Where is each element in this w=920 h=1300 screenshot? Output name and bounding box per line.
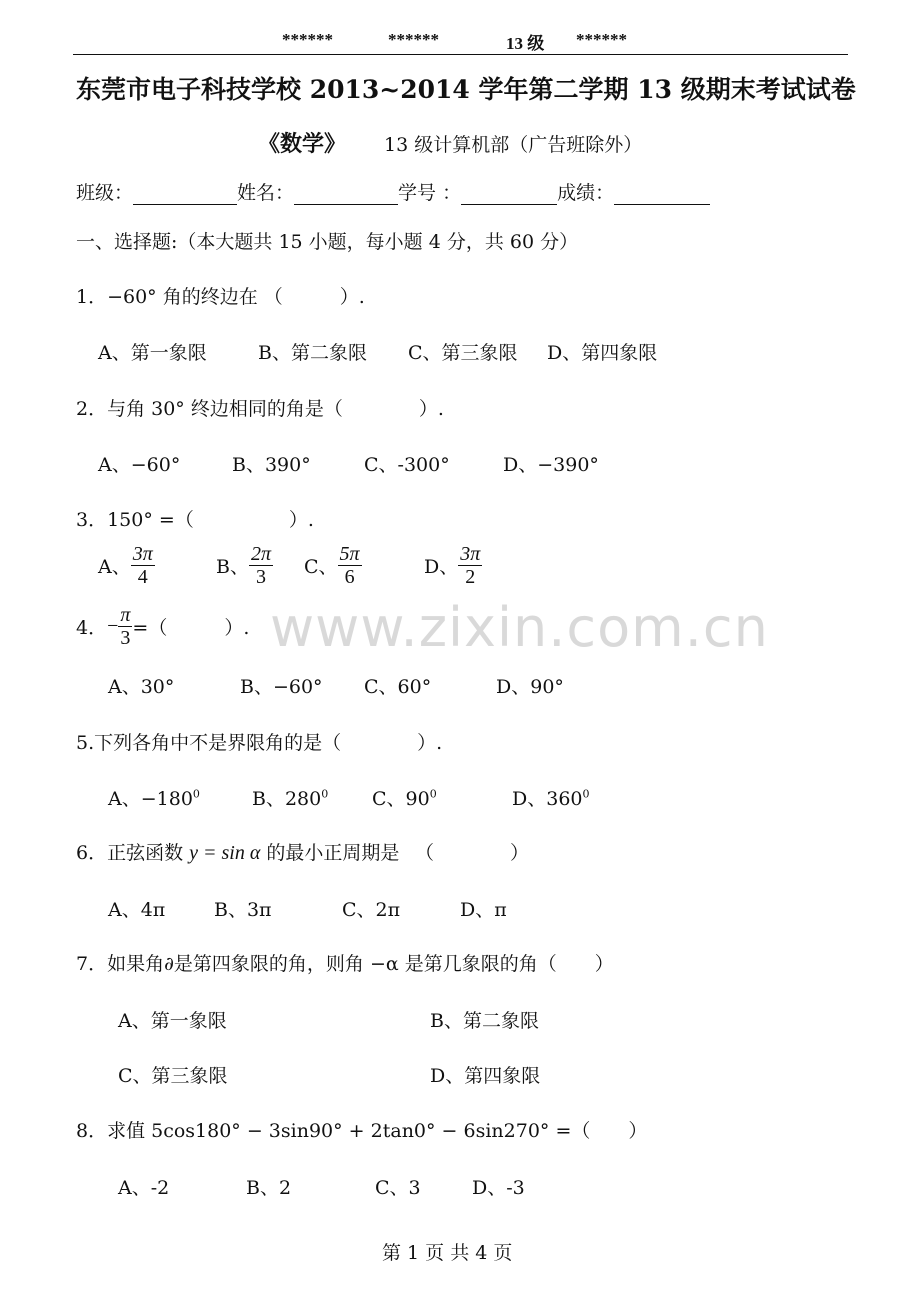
q2-option-a[interactable]: A、−60°: [98, 454, 181, 476]
degree-sup: 0: [429, 787, 437, 801]
fraction-numerator: 3π: [132, 543, 153, 565]
q4-text: =（ ）.: [132, 617, 250, 639]
header-grade: 13 级: [506, 34, 545, 53]
q6-option-a[interactable]: A、4π: [108, 899, 166, 921]
q5-option-c-label: C、90: [372, 788, 430, 810]
exam-title: 东莞市电子科技学校 2013~2014 学年第二学期 13 级期末考试试卷: [76, 75, 856, 104]
question-8: 8．求值 5cos180° − 3sin90° + 2tan0° − 6sin270° =（ ）: [76, 1120, 648, 1142]
q6-formula: y = sin α: [189, 842, 261, 864]
q5-option-c[interactable]: [372, 784, 437, 811]
question-7: 7．如果角∂是第四象限的角，则角 −α 是第几象限的角（ ）: [76, 953, 614, 975]
degree-sup: 0: [321, 787, 329, 801]
q3-option-a[interactable]: [98, 543, 155, 588]
q4-fraction: [118, 604, 132, 649]
department-label: 13 级计算机部（广告班除外）: [384, 134, 643, 156]
fraction-numerator: 2π: [250, 543, 271, 565]
q2-option-d[interactable]: D、−390°: [503, 454, 599, 476]
q5-option-b-label: B、280: [252, 788, 322, 810]
q1-option-c[interactable]: C、第三象限: [408, 342, 518, 364]
q3-option-d[interactable]: [424, 543, 482, 588]
id-blank[interactable]: [461, 184, 557, 205]
q3-option-b-fraction: [249, 543, 273, 588]
q1-option-b[interactable]: B、第二象限: [258, 342, 367, 364]
q3-option-c[interactable]: [304, 543, 362, 588]
q7-option-d[interactable]: D、第四象限: [430, 1065, 541, 1087]
score-label: 成绩：: [557, 182, 615, 204]
q3-option-c-fraction: [338, 543, 362, 588]
class-blank[interactable]: [133, 184, 237, 205]
header-stars-2: ******: [388, 30, 439, 49]
q3-option-b[interactable]: [216, 543, 273, 588]
q2-option-c[interactable]: C、-300°: [364, 454, 450, 476]
q5-option-b[interactable]: [252, 784, 328, 811]
question-2: 2．与角 30° 终边相同的角是（ ）.: [76, 398, 444, 420]
q4-option-d[interactable]: D、90°: [496, 676, 564, 698]
question-3: 3．150° =（ ）.: [76, 509, 314, 531]
q8-option-a[interactable]: A、-2: [118, 1177, 170, 1199]
header-stars-3: ******: [576, 30, 627, 49]
q3-option-a-label: A、: [98, 556, 131, 578]
q8-option-b[interactable]: B、2: [246, 1177, 292, 1199]
q6-option-b[interactable]: B、3π: [214, 899, 272, 921]
q2-option-b[interactable]: B、390°: [232, 454, 311, 476]
score-blank[interactable]: [614, 184, 710, 205]
q4-option-b[interactable]: B、−60°: [240, 676, 323, 698]
question-4: 4．− $\frac{\pi}{3}$ =（ ）.: [76, 604, 250, 649]
q6-text-b: 的最小正周期是 （ ）: [260, 842, 529, 864]
q8-option-d[interactable]: D、-3: [472, 1177, 525, 1199]
page-footer: 第 1 页 共 4 页: [382, 1242, 513, 1264]
section-heading: 一、选择题:（本大题共 15 小题，每小题 4 分，共 60 分）: [76, 231, 579, 253]
q3-option-d-label: D、: [424, 556, 459, 578]
info-fields: [76, 178, 710, 205]
q5-option-d-label: D、360: [512, 788, 583, 810]
name-label: 姓名：: [237, 182, 295, 204]
q5-option-d[interactable]: [512, 784, 590, 811]
fraction-denominator: 6: [344, 566, 355, 588]
q3-option-a-fraction: [131, 543, 155, 588]
q8-option-c[interactable]: C、3: [375, 1177, 421, 1199]
q7-option-b[interactable]: B、第二象限: [430, 1010, 539, 1032]
question-5: 5.下列各角中不是界限角的是（ ）.: [76, 732, 443, 754]
q3-option-d-fraction: [458, 543, 482, 588]
fraction-numerator: 3π: [460, 543, 481, 565]
q3-option-c-label: C、: [304, 556, 338, 578]
fraction-numerator: π: [120, 604, 131, 626]
name-blank[interactable]: [294, 184, 398, 205]
q4-option-a[interactable]: A、30°: [108, 676, 175, 698]
fraction-denominator: 4: [137, 566, 148, 588]
degree-sup: 0: [582, 787, 590, 801]
q7-option-c[interactable]: C、第三象限: [118, 1065, 228, 1087]
header-stars-1: ******: [282, 30, 333, 49]
q6-option-d[interactable]: D、π: [460, 899, 507, 921]
q1-option-d[interactable]: D、第四象限: [547, 342, 658, 364]
fraction-denominator: 3: [120, 627, 131, 649]
q4-option-c[interactable]: C、60°: [364, 676, 432, 698]
q1-option-a[interactable]: A、第一象限: [98, 342, 207, 364]
q6-option-c[interactable]: C、2π: [342, 899, 401, 921]
fraction-denominator: 3: [255, 566, 266, 588]
id-label: 学号 ：: [398, 182, 462, 204]
fraction-denominator: 2: [465, 566, 476, 588]
q3-option-b-label: B、: [216, 556, 249, 578]
watermark: www.zixin.com.cn: [270, 596, 769, 659]
degree-sup: 0: [192, 787, 200, 801]
q5-option-a[interactable]: [108, 784, 200, 811]
q4-number: 4．: [76, 617, 108, 639]
q7-option-a[interactable]: A、第一象限: [118, 1010, 227, 1032]
fraction-numerator: 5π: [339, 543, 360, 565]
class-label: 班级：: [76, 182, 134, 204]
q6-text-a: 6．正弦函数: [76, 842, 190, 864]
question-1: 1．−60° 角的终边在 （ ）.: [76, 286, 365, 308]
question-6: [76, 838, 529, 865]
header-rule: [73, 54, 848, 55]
q5-option-a-label: A、−180: [108, 788, 193, 810]
subject-title: 《数学》: [258, 131, 347, 157]
